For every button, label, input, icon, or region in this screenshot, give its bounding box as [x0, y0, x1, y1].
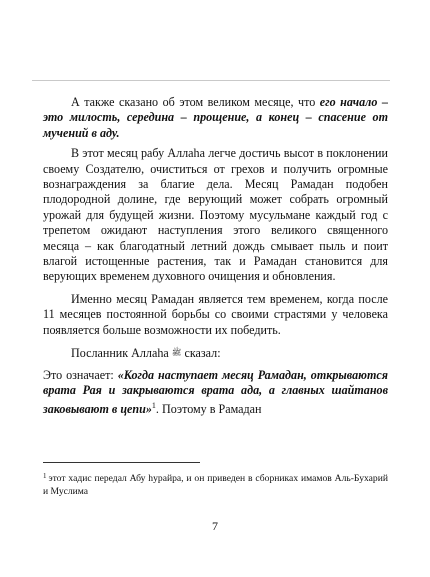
continuation-text: . Поэтому в Рамадан — [155, 402, 262, 417]
footnote-text: этот хадис передал Абу hурайра, и он приведен в сборниках имамов Аль-Бухарий и Муслима — [43, 473, 388, 497]
page-number: 7 — [212, 519, 218, 533]
intro-text: А также сказано об этом великом месяце, что — [71, 95, 320, 109]
hadith-translation: «Когда наступает месяц Рамадан, открываются врата Рая и закрываются врата ада, а главных шайтанов заковывают в цепи» — [43, 367, 388, 417]
salawat-icon: ﷺ — [171, 348, 182, 358]
page-body — [43, 95, 388, 425]
footnote-divider — [43, 462, 200, 463]
prophet-text: Посланник Аллаhа — [71, 346, 172, 361]
paragraph-prophet-said — [43, 345, 388, 361]
paragraph-month-virtues: В этот месяц рабу Аллаhа легче достичь высот в поклонении своему Создателю, очиститься от грехов и получить огромные вознаграждения за благие дела. Месяц Рамадан подобен плодородной долине, где верующий может собрать огромный урожай для будущей жизни. Поэтому мусульмане каждый год с трепетом ожидают наступления этого великого священного месяца – как благодатный летний дождь смывает пыль и поит влагой истощенные растения, так и Рамадан становится для верующих временем духовного очищения и обновления. — [43, 146, 388, 284]
paragraph-meaning — [43, 368, 388, 418]
intro-emphasis: его начало – это милость, середина – прощение, а конец – спасение от мучений в аду. — [43, 95, 388, 140]
meaning-text: Это означает: — [43, 367, 118, 382]
paragraph-struggle: Именно месяц Рамадан является тем временем, когда после 11 месяцев постоянной борьбы со своими страстями у человека появляется больше возможности их победить. — [43, 291, 388, 337]
top-divider — [32, 80, 390, 81]
footnote-reference: 1 — [151, 401, 156, 411]
footnote-mark: 1 — [43, 472, 47, 480]
paragraph-ramadan-intro — [43, 95, 388, 141]
footnote — [43, 470, 388, 498]
said-text: сказал: — [181, 346, 221, 361]
